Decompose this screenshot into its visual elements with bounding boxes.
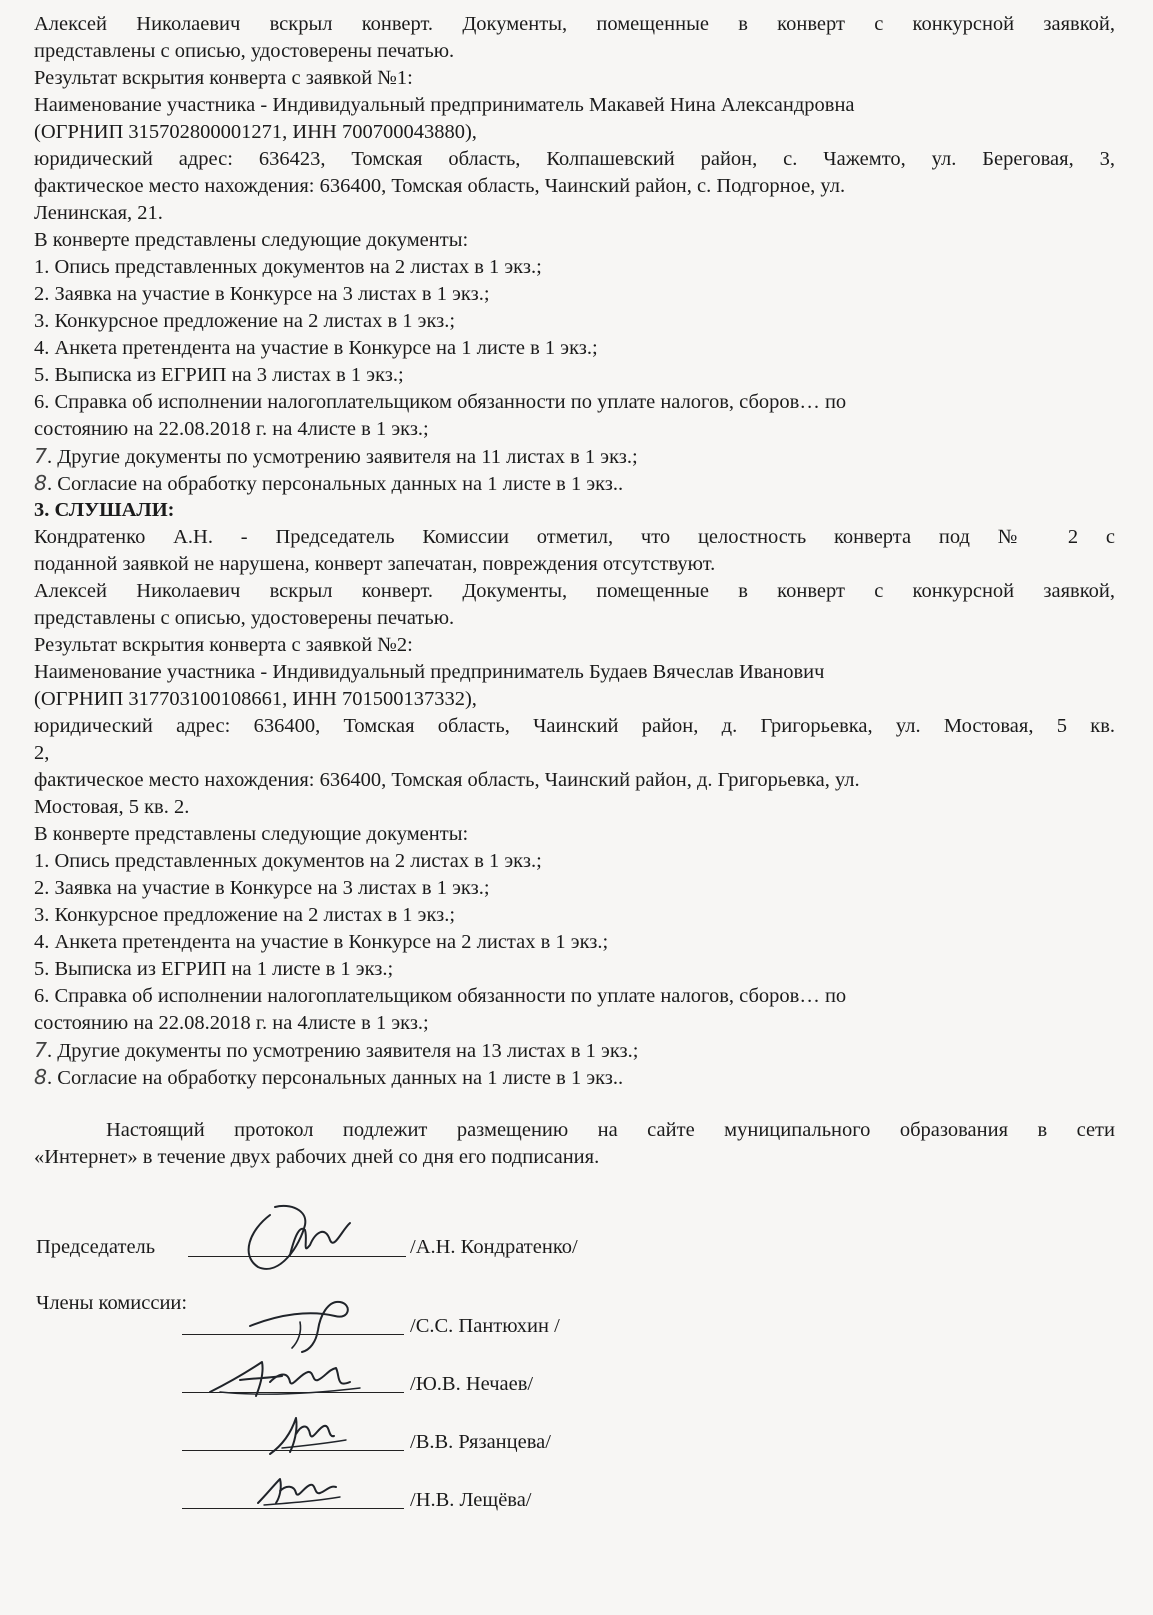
block1-doc6-line1: 6. Справка об исполнении налогоплательщиком обязанности по уплате налогов, сборов… по (34, 391, 847, 413)
chair-label: Председатель (36, 1236, 156, 1258)
block2-legal-address-line1: юридический адрес: 636400, Томская область, Чаинский район, д. Григорьевка, ул. Мостовая, 5 кв. (34, 715, 1115, 737)
handwritten-number: 8 (34, 471, 48, 495)
block2-participant-line2: (ОГРНИП 317703100108661, ИНН 701500137332), (34, 688, 477, 710)
handwritten-number: 8 (34, 1065, 48, 1089)
block2-doc6-line2: состоянию на 22.08.2018 г. на 4листе в 1 экз.; (34, 1012, 429, 1034)
block2-doc7 (34, 1037, 1115, 1065)
block2-opening-line1: Алексей Николаевич вскрыл конверт. Документы, помещенные в конверт с конкурсной заявкой, (34, 580, 1115, 602)
doc7-text: . Другие документы по усмотрению заявителя на 11 листах в 1 экз.; (47, 446, 638, 468)
block1-result-header: Результат вскрытия конверта с заявкой №1: (34, 67, 413, 89)
block2-doc5: 5. Выписка из ЕГРИП на 1 листе в 1 экз.; (34, 958, 394, 980)
closing-line2: «Интернет» в течение двух рабочих дней со дня его подписания. (34, 1146, 600, 1168)
member1-signature (240, 1296, 360, 1356)
block1-actual-location-line2: Ленинская, 21. (34, 202, 163, 224)
block2-result-header: Результат вскрытия конверта с заявкой №2: (34, 634, 413, 656)
member3-name: /В.В. Рязанцева/ (410, 1431, 551, 1453)
chair-signature (230, 1195, 360, 1275)
block1-doc6-line2: состоянию на 22.08.2018 г. на 4листе в 1 экз.; (34, 418, 429, 440)
block2-doc3: 3. Конкурсное предложение на 2 листах в 1 экз.; (34, 904, 456, 926)
member1-name: /С.С. Пантюхин / (410, 1315, 560, 1337)
handwritten-number: 7 (34, 1038, 48, 1062)
member3-signature (262, 1410, 352, 1460)
block1-doc1: 1. Опись представленных документов на 2 листах в 1 экз.; (34, 256, 542, 278)
handwritten-number: 7 (34, 444, 48, 468)
doc8-text: . Согласие на обработку персональных данных на 1 листе в 1 экз.. (47, 473, 624, 495)
block1-doc3: 3. Конкурсное предложение на 2 листах в 1 экз.; (34, 310, 456, 332)
block1-doc8 (34, 470, 1115, 498)
block1-actual-location-line1: фактическое место нахождения: 636400, Томская область, Чаинский район, с. Подгорное, ул. (34, 175, 846, 197)
block2-actual-location-line2: Мостовая, 5 кв. 2. (34, 796, 190, 818)
block2-actual-location-line1: фактическое место нахождения: 636400, Томская область, Чаинский район, д. Григорьевка, ул. (34, 769, 860, 791)
block1-opening-line2: представлены с описью, удостоверены печатью. (34, 40, 455, 62)
block1-doc5: 5. Выписка из ЕГРИП на 3 листах в 1 экз.; (34, 364, 404, 386)
doc7-text: . Другие документы по усмотрению заявителя на 13 листах в 1 экз.; (47, 1040, 639, 1062)
doc8-text: . Согласие на обработку персональных данных на 1 листе в 1 экз.. (47, 1067, 624, 1089)
block2-doc8 (34, 1064, 1115, 1092)
block1-opening-line1: Алексей Николаевич вскрыл конверт. Документы, помещенные в конверт с конкурсной заявкой, (34, 13, 1115, 35)
block2-doc1: 1. Опись представленных документов на 2 листах в 1 экз.; (34, 850, 542, 872)
block2-participant-line1: Наименование участника - Индивидуальный предприниматель Будаев Вячеслав Иванович (34, 661, 825, 683)
section3-heard-line1: Кондратенко А.Н. - Председатель Комиссии отметил, что целостность конверта под № 2 с (34, 526, 1115, 548)
member4-signature (250, 1473, 345, 1513)
block1-participant-line2: (ОГРНИП 315702800001271, ИНН 700700043880), (34, 121, 477, 143)
block2-doc2: 2. Заявка на участие в Конкурсе на 3 листах в 1 экз.; (34, 877, 490, 899)
block1-participant-line1: Наименование участника - Индивидуальный предприниматель Макавей Нина Александровна (34, 94, 855, 116)
block1-docs-header: В конверте представлены следующие документы: (34, 229, 469, 251)
block1-doc2: 2. Заявка на участие в Конкурсе на 3 листах в 1 экз.; (34, 283, 490, 305)
block2-docs-header: В конверте представлены следующие документы: (34, 823, 469, 845)
closing-line1: Настоящий протокол подлежит размещению на сайте муниципального образования в сети (106, 1119, 1115, 1141)
section3-heard-line2: поданной заявкой не нарушена, конверт запечатан, повреждения отсутствуют. (34, 553, 716, 575)
block1-legal-address: юридический адрес: 636423, Томская область, Колпашевский район, с. Чажемто, ул. Береговая, 3, (34, 148, 1115, 170)
chair-name: /А.Н. Кондратенко/ (410, 1236, 578, 1258)
members-label: Члены комиссии: (36, 1292, 188, 1314)
member4-name: /Н.В. Лещёва/ (410, 1489, 532, 1511)
block2-legal-address-line2: 2, (34, 742, 50, 764)
block1-doc4: 4. Анкета претендента на участие в Конкурсе на 1 листе в 1 экз.; (34, 337, 598, 359)
block1-doc7 (34, 443, 1115, 471)
member2-signature (200, 1352, 370, 1402)
section3-heading: 3. СЛУШАЛИ: (34, 499, 175, 521)
block2-doc4: 4. Анкета претендента на участие в Конкурсе на 2 листах в 1 экз.; (34, 931, 609, 953)
block2-opening-line2: представлены с описью, удостоверены печатью. (34, 607, 455, 629)
member2-name: /Ю.В. Нечаев/ (410, 1373, 534, 1395)
block2-doc6-line1: 6. Справка об исполнении налогоплательщиком обязанности по уплате налогов, сборов… по (34, 985, 847, 1007)
